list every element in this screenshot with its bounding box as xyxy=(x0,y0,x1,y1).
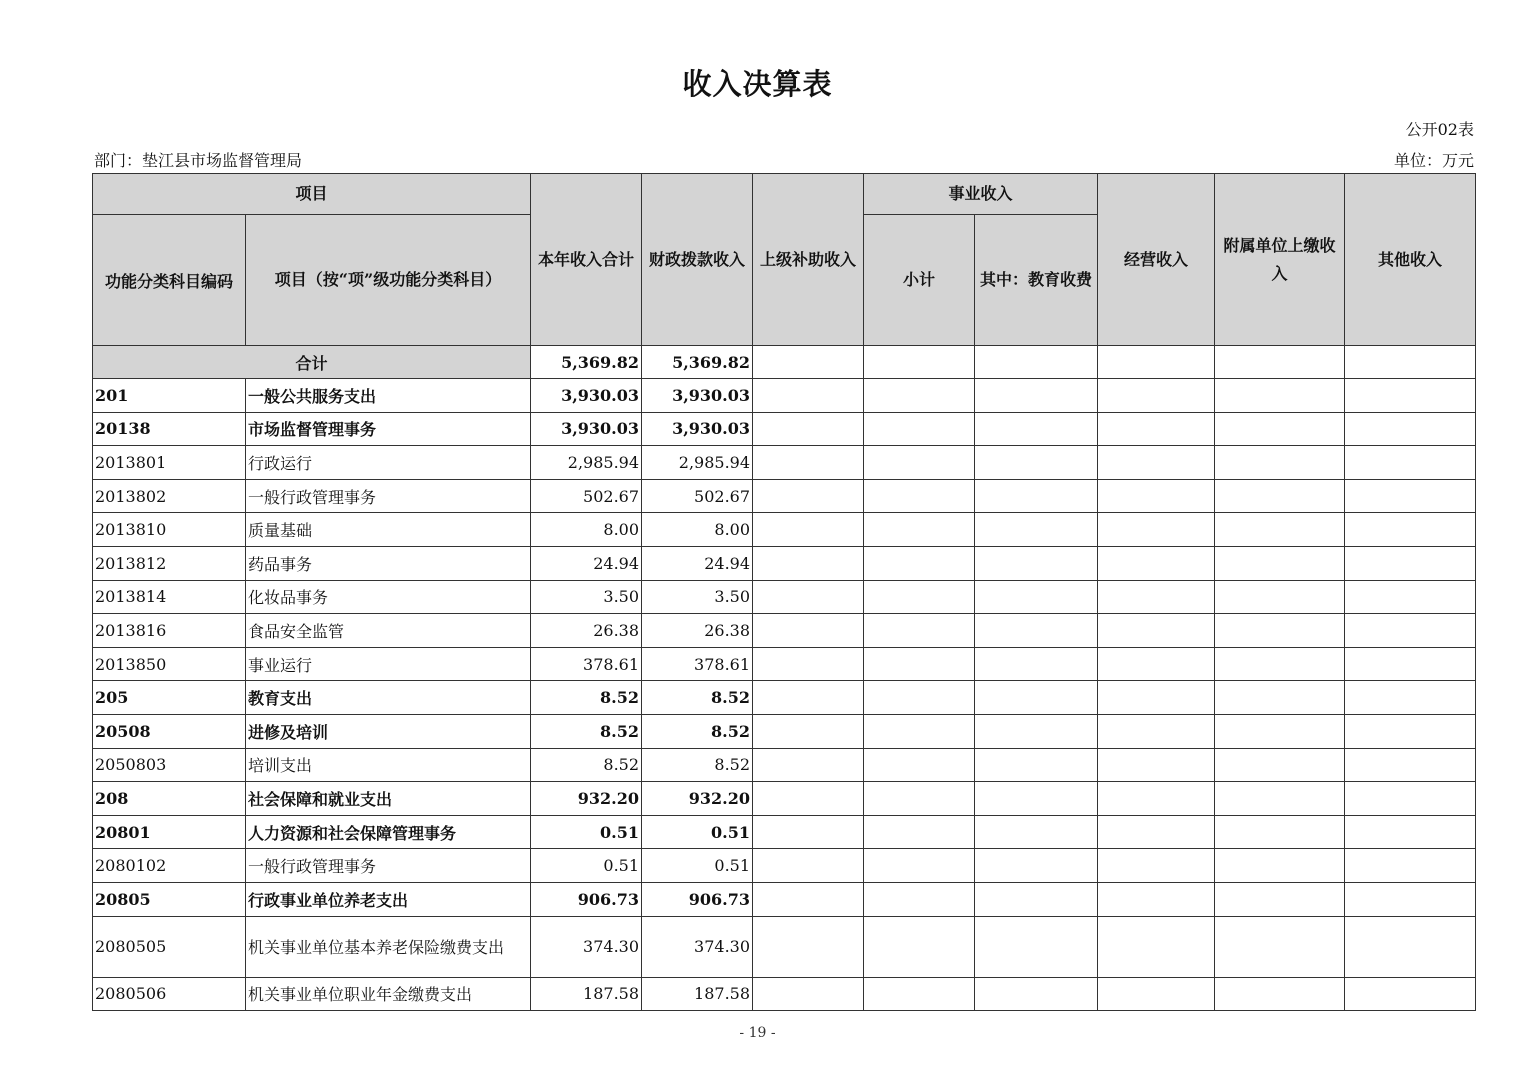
empty-cell xyxy=(1098,647,1215,681)
code-cell: 20508 xyxy=(93,714,246,748)
name-cell: 机关事业单位职业年金缴费支出 xyxy=(246,977,531,1011)
total-label: 合计 xyxy=(93,346,531,379)
empty-cell xyxy=(753,849,864,883)
empty-cell xyxy=(975,782,1098,816)
header-business-group: 事业收入 xyxy=(864,174,1098,215)
empty-cell xyxy=(975,379,1098,413)
header-superior: 上级补助收入 xyxy=(753,174,864,346)
table-row xyxy=(93,513,1476,547)
empty-cell xyxy=(1215,513,1345,547)
empty-cell xyxy=(975,714,1098,748)
empty-cell xyxy=(1215,412,1345,446)
empty-cell xyxy=(1215,546,1345,580)
table-row xyxy=(93,882,1476,916)
empty-cell xyxy=(975,513,1098,547)
name-cell: 食品安全监管 xyxy=(246,614,531,648)
fiscal-cell: 0.51 xyxy=(642,849,753,883)
empty-cell xyxy=(753,479,864,513)
code-cell: 208 xyxy=(93,782,246,816)
income-total-cell: 8.52 xyxy=(531,681,642,715)
empty-cell xyxy=(1098,849,1215,883)
empty-cell xyxy=(1098,916,1215,977)
empty-cell xyxy=(1215,782,1345,816)
empty-cell xyxy=(864,614,975,648)
table-row xyxy=(93,977,1476,1011)
empty-cell xyxy=(1345,815,1476,849)
table-row xyxy=(93,849,1476,883)
empty-cell xyxy=(864,849,975,883)
name-cell: 一般公共服务支出 xyxy=(246,379,531,413)
name-cell: 一般行政管理事务 xyxy=(246,479,531,513)
name-cell: 社会保障和就业支出 xyxy=(246,782,531,816)
income-total-cell: 932.20 xyxy=(531,782,642,816)
empty-cell xyxy=(1345,614,1476,648)
empty-cell xyxy=(1215,379,1345,413)
code-cell: 2013810 xyxy=(93,513,246,547)
income-total-cell: 906.73 xyxy=(531,882,642,916)
code-cell: 2013812 xyxy=(93,546,246,580)
empty-cell xyxy=(1215,479,1345,513)
empty-cell xyxy=(864,412,975,446)
code-cell: 2013816 xyxy=(93,614,246,648)
code-cell: 2080506 xyxy=(93,977,246,1011)
code-cell: 20801 xyxy=(93,815,246,849)
income-total-cell: 502.67 xyxy=(531,479,642,513)
table-row xyxy=(93,681,1476,715)
header-affiliated: 附属单位上缴收入 xyxy=(1215,174,1345,346)
income-total-cell: 3,930.03 xyxy=(531,379,642,413)
fiscal-cell: 3.50 xyxy=(642,580,753,614)
empty-cell xyxy=(975,916,1098,977)
empty-cell xyxy=(1345,479,1476,513)
empty-cell xyxy=(1215,714,1345,748)
income-total-cell: 3.50 xyxy=(531,580,642,614)
header-name: 项目（按“项”级功能分类科目） xyxy=(246,215,531,346)
empty-cell xyxy=(1345,916,1476,977)
empty-cell xyxy=(864,446,975,480)
empty-cell xyxy=(753,681,864,715)
fiscal-cell: 24.94 xyxy=(642,546,753,580)
code-cell: 2013814 xyxy=(93,580,246,614)
empty-cell xyxy=(1098,479,1215,513)
header-subtotal: 小计 xyxy=(864,215,975,346)
income-total-cell: 187.58 xyxy=(531,977,642,1011)
empty-cell xyxy=(864,580,975,614)
empty-cell xyxy=(1098,977,1215,1011)
name-cell: 机关事业单位基本养老保险缴费支出 xyxy=(246,916,531,977)
empty-cell xyxy=(1345,977,1476,1011)
table-row xyxy=(93,479,1476,513)
empty-cell xyxy=(864,379,975,413)
empty-cell xyxy=(1345,647,1476,681)
table-row xyxy=(93,782,1476,816)
income-table xyxy=(92,173,1476,1011)
income-total-cell: 2,985.94 xyxy=(531,446,642,480)
empty-cell xyxy=(1215,916,1345,977)
empty-cell xyxy=(975,681,1098,715)
empty-cell xyxy=(753,412,864,446)
name-cell: 行政运行 xyxy=(246,446,531,480)
code-cell: 2013850 xyxy=(93,647,246,681)
table-row xyxy=(93,546,1476,580)
empty-cell xyxy=(975,849,1098,883)
empty-cell xyxy=(753,977,864,1011)
name-cell: 市场监督管理事务 xyxy=(246,412,531,446)
table-row xyxy=(93,446,1476,480)
header-item: 项目 xyxy=(93,174,531,215)
fiscal-cell: 374.30 xyxy=(642,916,753,977)
table-row xyxy=(93,580,1476,614)
empty-cell xyxy=(753,782,864,816)
empty-cell xyxy=(975,479,1098,513)
empty-cell xyxy=(1345,782,1476,816)
fiscal-cell: 8.52 xyxy=(642,714,753,748)
table-row xyxy=(93,714,1476,748)
income-total-cell: 26.38 xyxy=(531,614,642,648)
empty-cell xyxy=(753,513,864,547)
table-row xyxy=(93,412,1476,446)
empty-cell xyxy=(753,614,864,648)
fiscal-cell: 906.73 xyxy=(642,882,753,916)
empty-cell xyxy=(1098,513,1215,547)
name-cell: 进修及培训 xyxy=(246,714,531,748)
total-fiscal: 5,369.82 xyxy=(642,346,753,379)
fiscal-cell: 8.52 xyxy=(642,681,753,715)
income-total-cell: 374.30 xyxy=(531,916,642,977)
table-row xyxy=(93,647,1476,681)
total-row xyxy=(93,346,1476,379)
table-row xyxy=(93,748,1476,782)
empty-cell xyxy=(975,446,1098,480)
empty-cell xyxy=(1098,748,1215,782)
header-fiscal: 财政拨款收入 xyxy=(642,174,753,346)
name-cell: 教育支出 xyxy=(246,681,531,715)
empty-cell xyxy=(1098,714,1215,748)
income-total-cell: 3,930.03 xyxy=(531,412,642,446)
empty-cell xyxy=(753,580,864,614)
code-cell: 2080505 xyxy=(93,916,246,977)
name-cell: 事业运行 xyxy=(246,647,531,681)
empty-cell xyxy=(975,580,1098,614)
header-code: 功能分类科目编码 xyxy=(93,215,246,346)
code-cell: 20805 xyxy=(93,882,246,916)
name-cell: 一般行政管理事务 xyxy=(246,849,531,883)
unit-label: 单位：万元 xyxy=(1393,151,1474,170)
empty-cell xyxy=(1345,681,1476,715)
empty-cell xyxy=(975,647,1098,681)
name-cell: 质量基础 xyxy=(246,513,531,547)
empty-cell xyxy=(864,882,975,916)
name-cell: 化妆品事务 xyxy=(246,580,531,614)
header-total: 本年收入合计 xyxy=(531,174,642,346)
table-row xyxy=(93,916,1476,977)
code-cell: 20138 xyxy=(93,412,246,446)
empty-cell xyxy=(1215,748,1345,782)
fiscal-cell: 8.52 xyxy=(642,748,753,782)
name-cell: 培训支出 xyxy=(246,748,531,782)
table-code: 公开02表 xyxy=(1405,120,1474,139)
empty-cell xyxy=(1345,580,1476,614)
page-number: - 19 - xyxy=(739,1025,776,1041)
empty-cell xyxy=(753,748,864,782)
empty-cell xyxy=(864,714,975,748)
empty-cell xyxy=(975,882,1098,916)
empty-cell xyxy=(1345,714,1476,748)
header-education: 其中：教育收费 xyxy=(975,215,1098,346)
fiscal-cell: 3,930.03 xyxy=(642,412,753,446)
empty-cell xyxy=(1215,815,1345,849)
income-total-cell: 0.51 xyxy=(531,849,642,883)
empty-cell xyxy=(864,916,975,977)
empty-cell xyxy=(1215,882,1345,916)
empty-cell xyxy=(864,513,975,547)
empty-cell xyxy=(1345,546,1476,580)
empty-cell xyxy=(864,748,975,782)
empty-cell xyxy=(753,714,864,748)
income-total-cell: 8.52 xyxy=(531,714,642,748)
empty-cell xyxy=(864,782,975,816)
page-title: 收入决算表 xyxy=(682,67,833,101)
fiscal-cell: 502.67 xyxy=(642,479,753,513)
empty-cell xyxy=(753,546,864,580)
empty-cell xyxy=(864,546,975,580)
empty-cell xyxy=(1098,379,1215,413)
fiscal-cell: 3,930.03 xyxy=(642,379,753,413)
empty-cell xyxy=(1098,446,1215,480)
empty-cell xyxy=(1098,782,1215,816)
empty-cell xyxy=(975,815,1098,849)
code-cell: 201 xyxy=(93,379,246,413)
empty-cell xyxy=(1215,446,1345,480)
empty-cell xyxy=(975,412,1098,446)
empty-cell xyxy=(1345,882,1476,916)
empty-cell xyxy=(753,916,864,977)
empty-cell xyxy=(753,379,864,413)
empty-cell xyxy=(1098,882,1215,916)
name-cell: 行政事业单位养老支出 xyxy=(246,882,531,916)
code-cell: 2050803 xyxy=(93,748,246,782)
empty-cell xyxy=(753,647,864,681)
empty-cell xyxy=(1345,412,1476,446)
empty-cell xyxy=(1098,546,1215,580)
fiscal-cell: 26.38 xyxy=(642,614,753,648)
fiscal-cell: 378.61 xyxy=(642,647,753,681)
empty-cell xyxy=(1215,614,1345,648)
code-cell: 205 xyxy=(93,681,246,715)
empty-cell xyxy=(864,647,975,681)
empty-cell xyxy=(1215,580,1345,614)
empty-cell xyxy=(753,815,864,849)
empty-cell xyxy=(864,681,975,715)
empty-cell xyxy=(864,479,975,513)
empty-cell xyxy=(864,977,975,1011)
empty-cell xyxy=(975,977,1098,1011)
fiscal-cell: 2,985.94 xyxy=(642,446,753,480)
empty-cell xyxy=(1345,849,1476,883)
empty-cell xyxy=(1215,681,1345,715)
empty-cell xyxy=(1098,815,1215,849)
header-operating: 经营收入 xyxy=(1098,174,1215,346)
empty-cell xyxy=(1345,379,1476,413)
table-row xyxy=(93,614,1476,648)
income-total-cell: 8.52 xyxy=(531,748,642,782)
code-cell: 2080102 xyxy=(93,849,246,883)
table-row xyxy=(93,379,1476,413)
code-cell: 2013802 xyxy=(93,479,246,513)
empty-cell xyxy=(864,815,975,849)
income-total-cell: 378.61 xyxy=(531,647,642,681)
income-total-cell: 8.00 xyxy=(531,513,642,547)
empty-cell xyxy=(753,446,864,480)
empty-cell xyxy=(1215,849,1345,883)
empty-cell xyxy=(975,614,1098,648)
empty-cell xyxy=(1345,513,1476,547)
empty-cell xyxy=(1345,748,1476,782)
empty-cell xyxy=(1098,681,1215,715)
empty-cell xyxy=(1098,614,1215,648)
empty-cell xyxy=(753,882,864,916)
table-row xyxy=(93,815,1476,849)
income-total-cell: 0.51 xyxy=(531,815,642,849)
fiscal-cell: 932.20 xyxy=(642,782,753,816)
empty-cell xyxy=(1215,647,1345,681)
empty-cell xyxy=(975,546,1098,580)
fiscal-cell: 0.51 xyxy=(642,815,753,849)
empty-cell xyxy=(1098,580,1215,614)
department-label: 部门：垫江县市场监督管理局 xyxy=(94,151,303,170)
empty-cell xyxy=(1215,977,1345,1011)
total-income: 5,369.82 xyxy=(531,346,642,379)
income-total-cell: 24.94 xyxy=(531,546,642,580)
empty-cell xyxy=(1098,412,1215,446)
empty-cell xyxy=(975,748,1098,782)
code-cell: 2013801 xyxy=(93,446,246,480)
empty-cell xyxy=(1345,446,1476,480)
name-cell: 人力资源和社会保障管理事务 xyxy=(246,815,531,849)
fiscal-cell: 187.58 xyxy=(642,977,753,1011)
name-cell: 药品事务 xyxy=(246,546,531,580)
fiscal-cell: 8.00 xyxy=(642,513,753,547)
header-other: 其他收入 xyxy=(1345,174,1476,346)
